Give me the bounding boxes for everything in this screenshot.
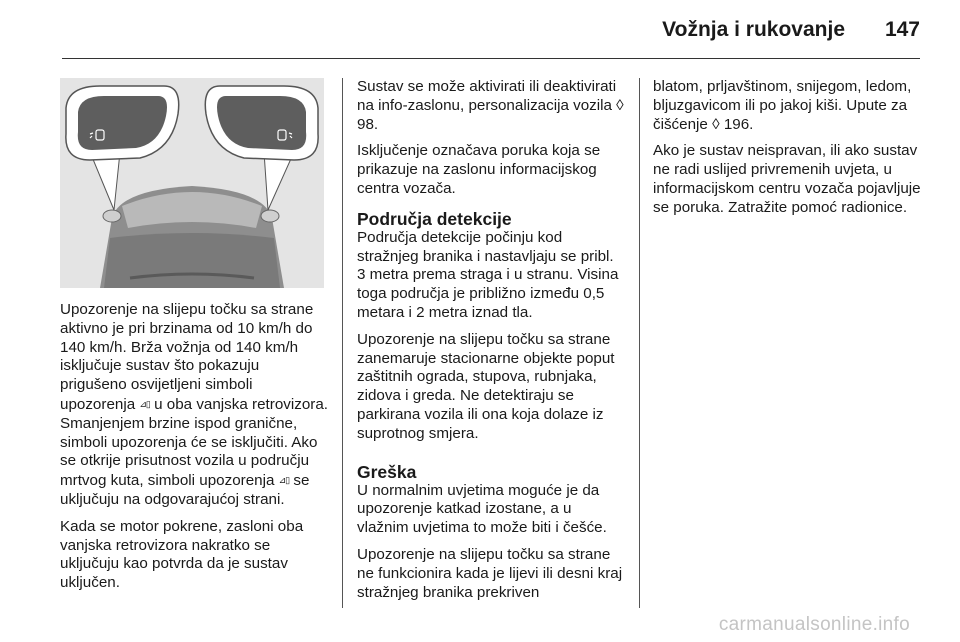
page-number: 147 — [884, 18, 920, 41]
cleaning-paragraph: blatom, prljavštinom, snijegom, ledom, bljuzgavicom ili po jakoj kiši. Upute za čišćenje ◊ 196. — [653, 78, 912, 133]
watermark: carmanualsonline.info — [718, 614, 910, 635]
page-title: Vožnja i rukovanje — [662, 18, 845, 41]
column-divider-left — [342, 78, 343, 608]
bumper-covered-paragraph: Upozorenje na slijepu točku sa strane ne funkcionira kada je lijevi ili desni kraj stražnjeg branika prekriven — [357, 545, 623, 601]
deactivation-message-paragraph: Isključenje označava poruka koja se prikazuje na zaslonu informacijskog centra vozača. — [357, 142, 601, 197]
column-3 — [653, 78, 925, 226]
stationary-objects-paragraph: Upozorenje na slijepu točku sa strane zanemaruje stacionarne objekte poput zaštitnih ograda, stupova, rubnjaka, zidova i greda. Ne detektiraju se parkirana vozila ili ona koja dolaze iz suprotnog smjera. — [357, 330, 615, 442]
detection-zones-heading: Područja detekcije — [357, 208, 512, 229]
speed-range-paragraph: Upozorenje na slijepu točku sa strane aktivno je pri brzinama od 10 km/h do 140 km/h. Brža vožnja od 140 km/h isključuje sustav što pokazuju prigušeno osvijetljeni simboli upozorenja ⊿▯ u oba vanjska retrovizora. Smanjenjem brzine ispod granične, simboli upozorenja će se isključiti. Ako se otkrije prisutnost vozila u području mrtvog kuta, simboli upozorenja ⊿▯ se uključuju na odgovarajućoj strani. — [60, 301, 328, 508]
header-rule — [62, 58, 920, 59]
car-blind-spot-warning-icon: ⊿▯ — [278, 475, 290, 486]
column-divider-right — [639, 78, 640, 608]
engine-start-paragraph: Kada se motor pokrene, zasloni oba vanjska retrovizora nakratko se uključuju kao potvrda da je sustav uključen. — [60, 517, 304, 592]
fault-conditions-paragraph: U normalnim uvjetima moguće je da upozorenje katkad izostane, a u vlažnim uvjetima to može biti i češće. — [357, 481, 607, 537]
page-header — [62, 0, 920, 62]
detection-zones-paragraph: Područja detekcije počinju kod stražnjeg branika i nastavljaju se pribl. 3 metra prema straga i u stranu. Visina toga područja je približno između 0,5 metara i 2 metra iznad tla. — [357, 228, 619, 321]
fault-heading: Greška — [357, 461, 417, 482]
malfunction-paragraph: Ako je sustav neispravan, ili ako sustav ne radi uslijed privremenih uvjeta, u informacijskom centru vozača pojavljuje se poruka. Zatražite pomoć radionice. — [653, 142, 921, 216]
column-2 — [357, 78, 625, 610]
blind-spot-mirrors-figure — [60, 78, 324, 288]
mirror-illustration — [60, 78, 328, 288]
activation-paragraph: Sustav se može aktivirati ili deaktivirati na info-zaslonu, personalizacija vozila ◊ 98. — [357, 78, 624, 133]
car-blind-spot-warning-icon: ⊿▯ — [139, 398, 150, 409]
column-1 — [60, 78, 328, 601]
